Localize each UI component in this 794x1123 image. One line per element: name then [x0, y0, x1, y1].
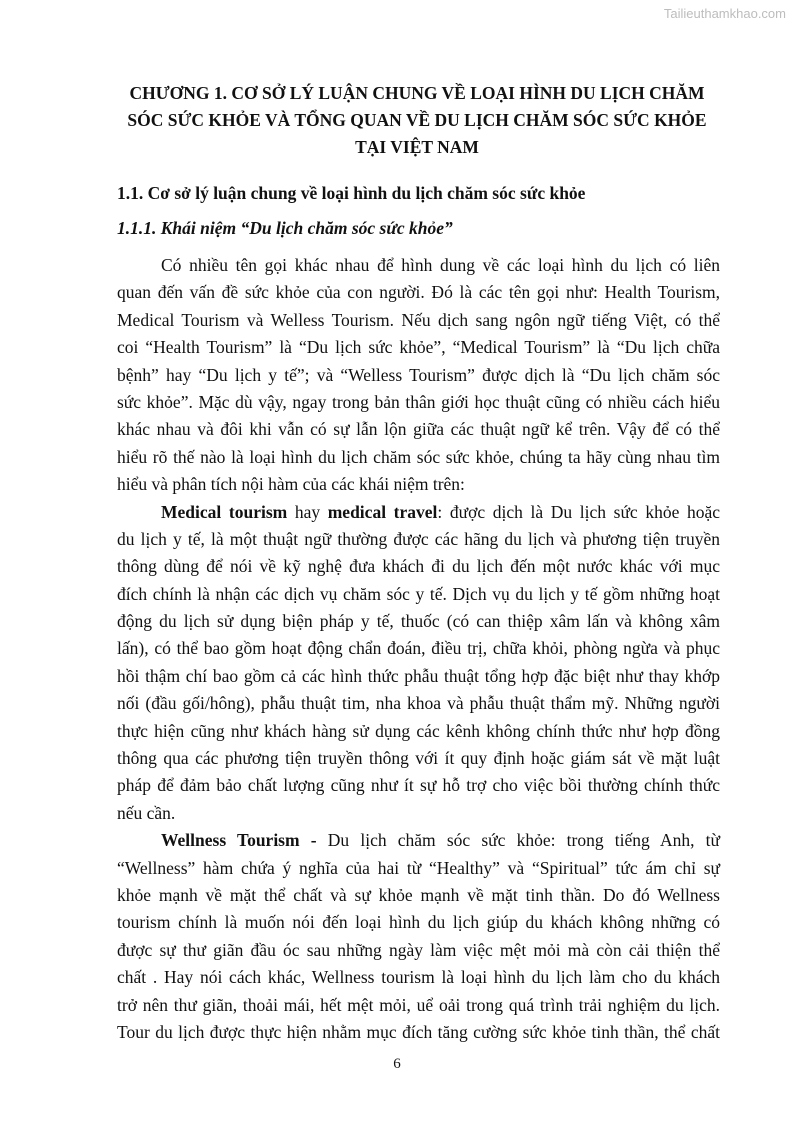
page-number: 6 [393, 1056, 401, 1072]
paragraph-line: nếu cần. [117, 802, 176, 823]
term-medical-tourism: Medical tourism [161, 501, 288, 522]
chapter-title [117, 80, 717, 161]
text-run: Du lịch chăm sóc sức khỏe: trong tiếng Anh, từ [316, 830, 720, 851]
paragraph-line: hiểu và phân tích nội hàm của các khái niệm trên: [117, 474, 465, 495]
paragraph-line: thực hiện cũng như khách hàng sử dụng các kênh không chính thức như hợp đồng [117, 720, 720, 741]
paragraph-line: hồi thậm chí bao gồm cả các hình thức phẫu thuật tổng hợp đặc biệt như thay khớp [117, 665, 720, 686]
paragraph-line: lấn), có thể bao gồm hoạt động chẩn đoán, điều trị, chữa khỏi, phòng ngừa và phục [117, 638, 720, 659]
paragraph-line: tourism chính là muốn nói đến loại hình du lịch giúp du khách không những có [117, 912, 720, 933]
chapter-title-line: SÓC SỨC KHỎE VÀ TỔNG QUAN VỀ DU LỊCH CHĂM SÓC SỨC KHỎE [127, 110, 707, 130]
paragraph-line: được sự thư giãn đầu óc sau những ngày làm việc mệt mỏi mà còn cải thiện thể [117, 939, 720, 960]
paragraph-line: hiểu rõ thế nào là loại hình du lịch chăm sóc sức khỏe, chúng ta hãy cùng nhau tìm [117, 446, 720, 467]
term-wellness-tourism: Wellness Tourism - [161, 830, 317, 851]
paragraph-line: khỏe mạnh về mặt thể chất và sự khỏe mạnh về mặt tinh thần. Do đó Wellness [117, 884, 720, 905]
paragraph-line: pháp để đảm bảo chất lượng cũng như ít sự hỗ trợ cho việc bồi thường chính thức [117, 775, 720, 796]
section-heading-1-1-1: 1.1.1. Khái niệm “Du lịch chăm sóc sức khỏe” [117, 218, 453, 238]
paragraph-line: khác nhau và đôi khi vẫn có sự lẫn lộn giữa các thuật ngữ kể trên. Vậy để có thể [117, 419, 720, 440]
paragraph-line: du lịch y tế, là một thuật ngữ thường được các hãng du lịch và phương tiện truyền [117, 528, 720, 549]
paragraph-line: chất . Hay nói cách khác, Wellness tourism là loại hình du lịch làm cho du khách [117, 967, 720, 988]
paragraph-line: thông dùng để nói về kỹ nghệ đưa khách đi du lịch đến một nước khác với mục [117, 556, 720, 577]
section-heading-1-1: 1.1. Cơ sở lý luận chung về loại hình du lịch chăm sóc sức khỏe [117, 183, 586, 203]
paragraph-line: nối (đầu gối/hông), phẫu thuật tim, nha khoa và phẫu thuật thẩm mỹ. Những người [117, 693, 720, 714]
paragraph-line: coi “Health Tourism” là “Du lịch sức khỏe”, “Medical Tourism” là “Du lịch chữa [117, 337, 720, 358]
paragraph-line: quan đến vấn đề sức khỏe của con người. Đó là các tên gọi như: Health Tourism, [117, 282, 720, 303]
chapter-title-line: TẠI VIỆT NAM [355, 137, 479, 157]
paragraph-line: “Wellness” hàm chứa ý nghĩa của hai từ “Healthy” và “Spiritual” tức ám chỉ sự [117, 857, 720, 878]
watermark: Tailieuthamkhao.com [663, 6, 786, 21]
paragraph-line: Tour du lịch được thực hiện nhằm mục đích tăng cường sức khỏe tinh thần, thể chất [117, 1021, 720, 1042]
paragraph-line: sức khỏe”. Mặc dù vậy, ngay trong bản thân giới học thuật cũng có nhiều cách hiểu [117, 391, 720, 412]
paragraph-line [117, 827, 720, 854]
text-run: : được dịch là Du lịch sức khỏe hoặc [437, 501, 720, 522]
paragraph-line: trở nên thư giãn, thoải mái, hết mệt mỏi, uể oải trong quá trình trải nghiệm du lịch. [117, 994, 720, 1015]
body-text [117, 252, 720, 1046]
paragraph-line: đích chính là nhận các dịch vụ chăm sóc y tế. Dịch vụ du lịch y tế gồm những hoạt [117, 583, 720, 604]
chapter-title-line: CHƯƠNG 1. CƠ SỞ LÝ LUẬN CHUNG VỀ LOẠI HÌNH DU LỊCH CHĂM [129, 83, 705, 103]
paragraph-line: thông qua các phương tiện truyền thông với ít quy định hoặc giám sát về mặt luật [117, 748, 720, 769]
paragraph-line: Medical Tourism và Welless Tourism. Nếu dịch sang ngôn ngữ tiếng Việt, có thể [117, 309, 720, 330]
paragraph-line: bệnh” hay “Du lịch y tế”; và “Welless Tourism” được dịch là “Du lịch chăm sóc [117, 364, 720, 385]
paragraph-line [117, 499, 720, 526]
text-run: hay [287, 501, 328, 522]
paragraph-line: Có nhiều tên gọi khác nhau để hình dung về các loại hình du lịch có liên [161, 255, 720, 275]
paragraph-line: động du lịch sử dụng biện pháp y tế, thuốc (có can thiệp xâm lấn và không xâm [117, 611, 720, 632]
term-medical-travel: medical travel [327, 501, 438, 522]
